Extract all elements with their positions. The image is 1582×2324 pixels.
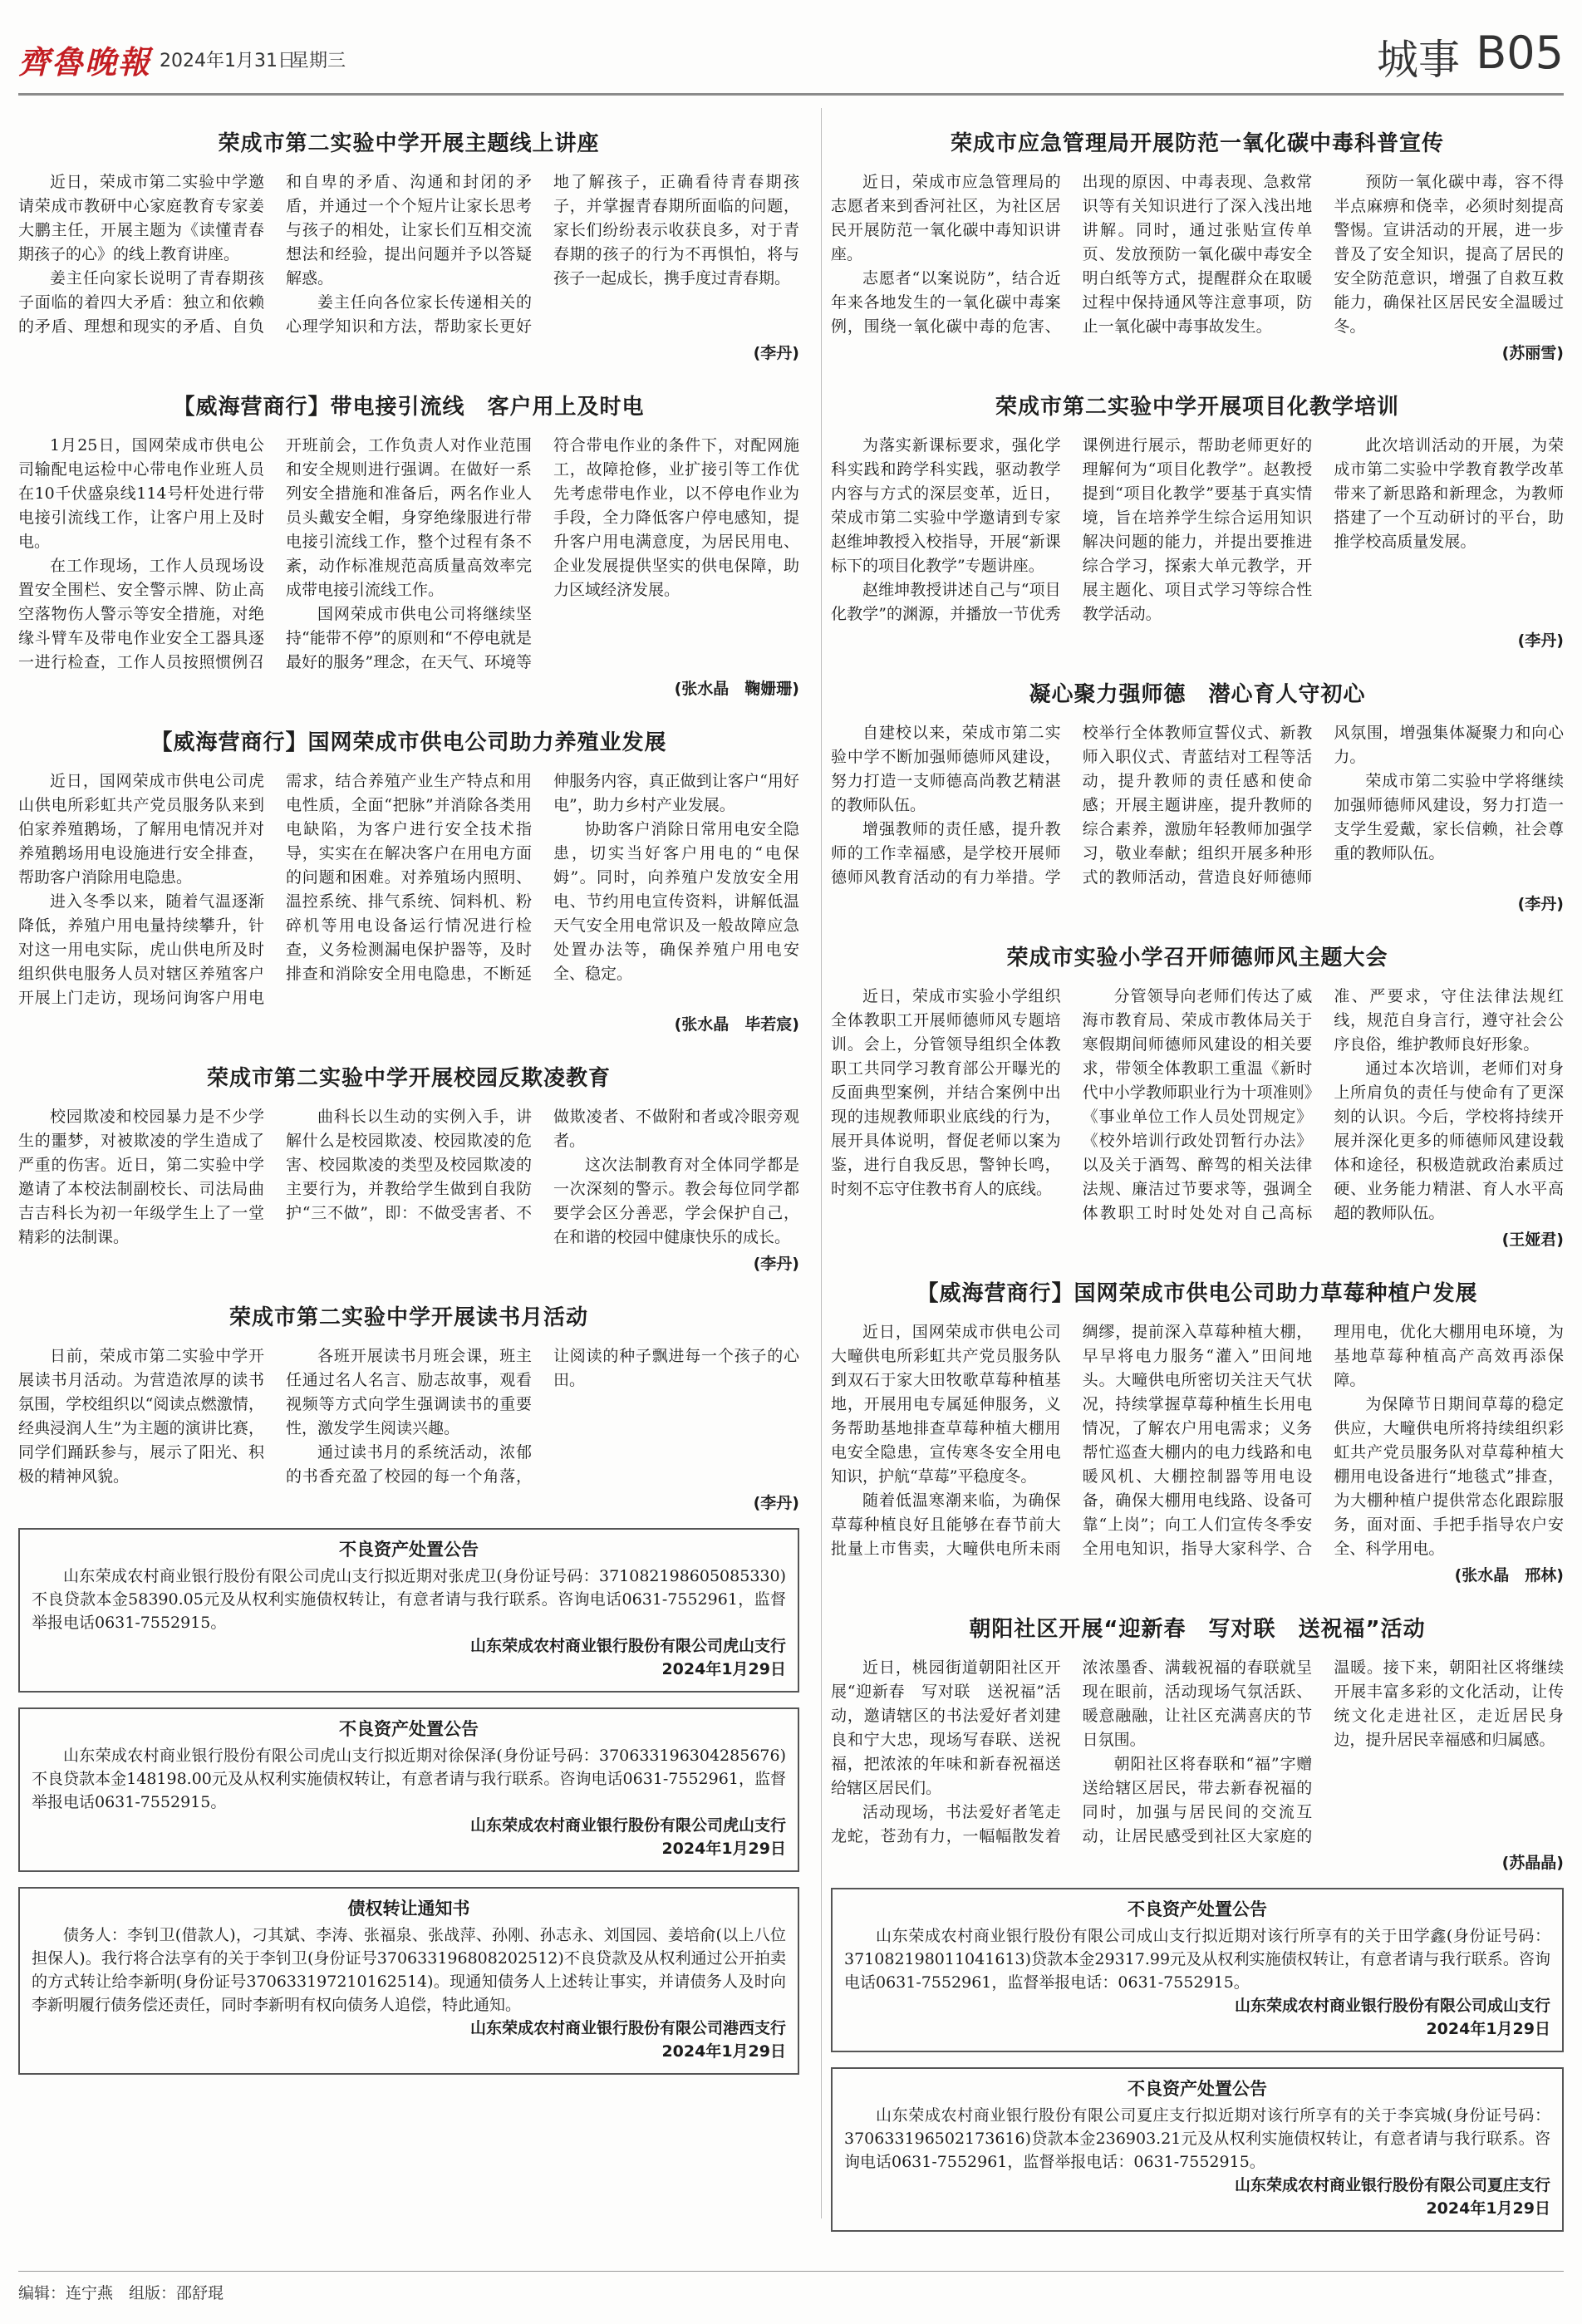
page-number: B05 (1476, 27, 1564, 79)
article-body (831, 1656, 1564, 1849)
article-paragraph: 近日，荣成市应急管理局的志愿者来到香河社区，为社区居民开展防范一氧化碳中毒知识讲座。 (831, 173, 1061, 263)
article-byline: (李丹) (1517, 631, 1564, 650)
notice-date: 2024年1月29日 (661, 2042, 786, 2061)
article-paragraph: 近日，荣成市第二实验中学邀请荣成市教研中心家庭教育专家姜大鹏主任，开展主题为《读懂青春期孩子的心》的线上教育讲座。 (18, 173, 264, 263)
article-byline: (苏晶晶) (1501, 1854, 1564, 1872)
section-name: 城事 (1377, 36, 1460, 84)
article-paragraph: 1月25日，国网荣成市供电公司输配电运检中心带电作业班人员在10千伏盛泉线114号杆处进行带电接引流线工作，让客户用上及时电。 (18, 436, 264, 551)
footer-rule (18, 2271, 1564, 2272)
article-body (18, 170, 799, 339)
notice-date: 2024年1月29日 (1426, 2020, 1550, 2038)
article-title: 荣成市第二实验中学开展主题线上讲座 (218, 131, 600, 156)
article-byline: (张水晶 邢林) (1454, 1566, 1564, 1585)
article-paragraph: 为落实新课标要求，强化学科实践和跨学科实践，驱动教学内容与方式的深层变革，近日，荣成市第二实验中学邀请到专家赵维坤教授入校指导，开展“新课标下的项目化教学”专题讲座。 (831, 436, 1061, 575)
article (831, 1258, 1564, 1585)
notice-title: 不良资产处置公告 (1128, 1899, 1267, 1919)
notice-issuer: 山东荣成农村商业银行股份有限公司虎山支行 (469, 1637, 786, 1655)
article (831, 1594, 1564, 1873)
article-byline: (李丹) (1517, 895, 1564, 913)
article-paragraph: 各班开展读书月班会课，班主任通过名人名言、励志故事，观看视频等方式向学生强调读书的重要性，激发学生阅读兴趣。 (286, 1347, 532, 1437)
article (18, 1282, 799, 1513)
left-column (18, 108, 799, 2086)
article (831, 659, 1564, 914)
article-title: 【威海营商行】带电接引流线 客户用上及时电 (173, 395, 645, 420)
legal-notice (18, 1887, 799, 2075)
article-paragraph: 曲科长以生动的实例入手，讲解什么是校园欺凌、校园欺凌的危害、校园欺凌的类型及校园欺凌的主要行为，并教给学生做到自我防护“三不做”，即：不做受害者、不做欺凌者、不做附和者或冷眼旁观者。 (286, 1108, 799, 1222)
issue-date: 2024年1月31日 (160, 51, 296, 71)
article-byline: (李丹) (753, 344, 799, 362)
notice-issuer: 山东荣成农村商业银行股份有限公司港西支行 (469, 2019, 786, 2037)
article-paragraph: 通过本次培训，老师们对身上所肩负的责任与使命有了更深刻的认识。今后，学校将持续开展并深化更多的师德师风建设载体和途径，积极造就政治素质过硬、业务能力精湛、育人水平高超的教师队伍。 (1334, 1059, 1564, 1222)
article (831, 922, 1564, 1250)
article-paragraph: 国网荣成市供电公司将继续坚持“能带不停”的原则和“不停电就是最好的服务”理念，在天气、环境等符合带电作业的条件下，对配网施工，故障抢修，业扩接引等工作优先考虑带电作业，以不停电作业为手段，全力降低客户停电感知，提升客户用电满意度，为居民用电、企业发展提供坚实的供电保障，助力区域经济发展。 (286, 436, 799, 671)
article-byline: (张水晶 鞠姗珊) (674, 680, 799, 698)
article-body (18, 1105, 799, 1250)
article-paragraph: 进入冬季以来，随着气温逐渐降低，养殖户用电量持续攀升，针对这一用电实际，虎山供电所及时组织供电服务人员对辖区养殖客户开展上门走访，现场问询客户用电需求，结合养殖产业生产特点和用电性质，全面“把脉”并消除各类用电缺陷，为客户进行安全技术指导，实实在在解决客户在用电方面的问题和困难。对养殖场内照明、温控系统、排气系统、饲料机、粉碎机等用电设备运行情况进行检查，义务检测漏电保护器等，及时排查和消除安全用电隐患，不断延伸服务内容，真正做到让客户“用好电”，助力乡村产业发展。 (18, 772, 799, 1007)
notice-title: 不良资产处置公告 (1128, 2079, 1267, 2099)
article-paragraph: 此次培训活动的开展，为荣成市第二实验中学教育教学改革带来了新思路和新理念，为教师搭建了一个互动研讨的平台，助推学校高质量发展。 (1334, 436, 1564, 551)
article-paragraph: 近日，桃园街道朝阳社区开展“迎新春 写对联 送祝福”活动，邀请辖区的书法爱好者刘建良和宁大忠，现场写春联、送祝福，把浓浓的年味和新春祝福送给辖区居民们。 (831, 1658, 1061, 1797)
article-body (18, 1344, 799, 1489)
article-title: 【威海营商行】国网荣成市供电公司助力养殖业发展 (150, 730, 667, 755)
article-paragraph: 协助客户消除日常用电安全隐患，切实当好客户用电的“电保姆”。同时，向养殖户发放安全用电、节约用电宣传资料，讲解低温天气安全用电常识及一般故障应急处置办法等，确保养殖户用电安全、稳定。 (553, 820, 799, 983)
article (18, 108, 799, 363)
legal-notice (18, 1707, 799, 1872)
editor-credits: 编辑：连宁燕 组版：邵舒琨 (18, 2284, 224, 2302)
legal-notice (831, 2067, 1564, 2232)
notice-title: 不良资产处置公告 (339, 1719, 479, 1739)
article-body (831, 1320, 1564, 1561)
article-paragraph: 为保障节日期间草莓的稳定供应，大疃供电所将持续组织彩虹共产党员服务队对草莓种植大棚用电设备进行“地毯式”排查，为大棚种植户提供常态化跟踪服务，面对面、手把手指导农户安全、科学用电。 (1334, 1395, 1564, 1558)
article-title: 荣成市第二实验中学开展项目化教学培训 (995, 395, 1399, 420)
article-body (831, 721, 1564, 890)
article-paragraph: 近日，国网荣成市供电公司虎山供电所彩虹共产党员服务队来到伯家养殖鹅场，了解用电情况并对养殖鹅场用电设施进行安全排查，帮助客户消除用电隐患。 (18, 772, 264, 887)
article-title: 荣成市第二实验中学开展校园反欺凌教育 (206, 1066, 611, 1091)
article-paragraph: 荣成市第二实验中学将继续加强师德师风建设，努力打造一支学生爱戴，家长信赖，社会尊重的教师队伍。 (1334, 772, 1564, 862)
notice-date: 2024年1月29日 (661, 1660, 786, 1678)
notice-issuer: 山东荣成农村商业银行股份有限公司成山支行 (1234, 1997, 1550, 2015)
article-paragraph: 通过读书月的系统活动，浓郁的书香充盈了校园的每一个角落，让阅读的种子飘进每一个孩子的心田。 (286, 1347, 799, 1486)
article-title: 凝心聚力强师德 潜心育人守初心 (1029, 682, 1366, 707)
article-body (831, 170, 1564, 339)
article (18, 371, 799, 699)
article-title: 【威海营商行】国网荣成市供电公司助力草莓种植户发展 (916, 1281, 1478, 1306)
issue-weekday: 星期三 (291, 51, 346, 71)
article-paragraph: 近日，国网荣成市供电公司大疃供电所彩虹共产党员服务队到双石于家大田牧歌草莓种植基地，开展用电专属延伸服务，义务帮助基地排查草莓种植大棚用电安全隐患，宣传寒冬安全用电知识，护航“草莓”平稳度冬。 (831, 1323, 1061, 1486)
article-paragraph: 在工作现场，工作人员现场设置安全围栏、安全警示牌、防止高空落物伤人警示等安全措施，对绝缘斗臂车及带电作业安全工器具逐一进行检查，工作人员按照惯例召开班前会，工作负责人对作业范围和安全规则进行强调。在做好一系列安全措施和准备后，两名作业人员头戴安全帽，身穿绝缘服进行带电接引流线工作，整个过程有条不紊，动作标准规范高质量高效率完成带电接引流线工作。 (18, 436, 532, 671)
article-body (18, 434, 799, 675)
article-paragraph: 志愿者“以案说防”，结合近年来各地发生的一氧化碳中毒案例，围绕一氧化碳中毒的危害、出现的原因、中毒表现、急救常识等有关知识进行了深入浅出地讲解。同时，通过张贴宣传单页、发放预防一氧化碳中毒安全明白纸等方式，提醒群众在取暖过程中保持通风等注意事项，防止一氧化碳中毒事故发生。 (831, 173, 1313, 336)
article (18, 707, 799, 1034)
article-byline: (张水晶 毕若宸) (674, 1015, 799, 1034)
article-paragraph: 随着低温寒潮来临，为确保草莓种植良好且能够在春节前大批量上市售卖，大疃供电所未雨绸缪，提前深入草莓种植大棚，早早将电力服务“灌入”田间地头。大疃供电所密切关注天气状况，持续掌握草莓种植生长用电情况，了解农户用电需求；义务帮忙巡查大棚内的电力线路和电暖风机、大棚控制器等用电设备，确保大棚用电线路、设备可靠“上岗”；向工人们宣传冬季安全用电知识，指导大家科学、合理用电，优化大棚用电环境，为基地草莓种植高产高效再添保障。 (831, 1323, 1564, 1558)
notice-issuer: 山东荣成农村商业银行股份有限公司夏庄支行 (1234, 2176, 1550, 2194)
article-paragraph: 日前，荣成市第二实验中学开展读书月活动。为营造浓厚的读书氛围，学校组织以“阅读点燃激情，经典浸润人生”为主题的演讲比赛，同学们踊跃参与，展示了阳光、积极的精神风貌。 (18, 1347, 264, 1486)
notice-text: 山东荣成农村商业银行股份有限公司夏庄支行拟近期对该行所享有的关于李宾城(身份证号码：370633196502173616)贷款本金236903.21元及从权利实施债权转让，有意者请与我行联系。咨询电话0631-7552961，监督举报电话：0631-7552915。 (844, 2106, 1550, 2171)
article-paragraph: 姜主任向各位家长传递相关的心理学知识和方法，帮助家长更好地了解孩子，正确看待青春期孩子，并掌握青春期所面临的问题，家长们纷纷表示收获良多，对于青春期的孩子的行为不再惧怕，将与孩子一起成长，携手度过青春期。 (286, 173, 799, 336)
legal-notice (18, 1528, 799, 1693)
article-paragraph: 分管领导向老师们传达了威海市教育局、荣成市教体局关于寒假期间师德师风建设的相关要求，带领全体教职工重温《新时代中小学教师职业行为十项准则》《事业单位工作人员处罚规定》《校外培训行政处罚暂行办法》以及关于酒驾、醉驾的相关法律法规、廉洁过节要求等，强调全体教职工时时处处对自己高标准、严要求，守住法律法规红线，规范自身言行，遵守社会公序良俗，维护教师良好形象。 (1082, 987, 1564, 1222)
article-paragraph: 预防一氧化碳中毒，容不得半点麻痹和侥幸，必须时刻提高警惕。宣讲活动的开展，进一步普及了安全知识，提高了居民的安全防范意识，增强了自救互救能力，确保社区居民安全温暖过冬。 (1334, 173, 1564, 336)
article-title: 荣成市第二实验中学开展读书月活动 (228, 1305, 588, 1330)
article-body (831, 434, 1564, 626)
article-body (18, 769, 799, 1010)
article-paragraph: 这次法制教育对全体同学都是一次深刻的警示。教会每位同学都要学会区分善恶，学会保护自己，在和谐的校园中健康快乐的成长。 (553, 1156, 799, 1246)
article-byline: (李丹) (753, 1255, 799, 1273)
notice-text: 债务人：李钊卫(借款人)，刁其斌、李涛、张福泉、张战萍、孙刚、孙志永、刘国园、姜培俞(以上八位担保人)。我行将合法享有的关于李钊卫(身份证号370633196808202512)不良贷款及从权利通过公开拍卖的方式转让给李新明(身份证号370633197210162514)。现通知债务人上述转让事实，并请债务人及时向李新明履行债务偿还责任，同时李新明有权向债务人追偿，特此通知。 (32, 1926, 786, 2014)
notice-issuer: 山东荣成农村商业银行股份有限公司虎山支行 (469, 1816, 786, 1835)
notice-text: 山东荣成农村商业银行股份有限公司虎山支行拟近期对张虎卫(身份证号码：371082198605085330)不良贷款本金58390.05元及从权利实施债权转让，有意者请与我行联系。咨询电话0631-7552961，监督举报电话0631-7552915。 (32, 1567, 786, 1632)
article-paragraph: 赵维坤教授讲述自己与“项目化教学”的渊源，并播放一节优秀课例进行展示，帮助老师更好的理解何为“项目化教学”。赵教授提到“项目化教学”要基于真实情境，旨在培养学生综合运用知识解决问题的能力，并提出要推进综合学习，探索大单元教学，开展主题化、项目式学习等综合性教学活动。 (831, 436, 1313, 623)
notice-date: 2024年1月29日 (661, 1840, 786, 1858)
article-paragraph: 姜主任向家长说明了青春期孩子面临的着四大矛盾：独立和依赖的矛盾、理想和现实的矛盾、自负和自卑的矛盾、沟通和封闭的矛盾，并通过一个个短片让家长思考与孩子的相处，让家长们互相交流想法和经验，提出问题并予以答疑解惑。 (18, 173, 532, 336)
article (831, 371, 1564, 651)
column-divider (821, 108, 822, 2218)
article-title: 荣成市应急管理局开展防范一氧化碳中毒科普宣传 (950, 131, 1444, 156)
legal-notice (831, 1888, 1564, 2052)
article (18, 1043, 799, 1274)
article-title: 朝阳社区开展“迎新春 写对联 送祝福”活动 (969, 1617, 1426, 1642)
article-paragraph: 增强教师的责任感，提升教师的工作幸福感，是学校开展师德师风教育活动的有力举措。学校举行全体教师宣誓仪式、新教师入职仪式、青蓝结对工程等活动，提升教师的责任感和使命感；开展主题讲座，提升教师的综合素养，激励年轻教师加强学习，敬业奉献；组织开展多种形式的教师活动，营造良好师德师风氛围，增强集体凝聚力和向心力。 (831, 724, 1564, 887)
article-paragraph: 朝阳社区将春联和“福”字赠送给辖区居民，带去新春祝福的同时，加强与居民间的交流互动，让居民感受到社区大家庭的温暖。接下来，朝阳社区将继续开展丰富多彩的文化活动，让传统文化走进社区，走近居民身边，提升居民幸福感和归属感。 (1082, 1658, 1564, 1845)
notice-text: 山东荣成农村商业银行股份有限公司成山支行拟近期对该行所享有的关于田学鑫(身份证号码：371082198011041613)贷款本金29317.99元及从权利实施债权转让，有意者请与我行联系。咨询电话0631-7552961，监督举报电话：0631-7552915。 (844, 1927, 1550, 1992)
notice-title: 债权转让通知书 (347, 1899, 470, 1919)
article-paragraph: 近日，荣成市实验小学组织全体教职工开展师德师风专题培训。会上，分管领导组织全体教职工共同学习教育部公开曝光的反面典型案例，并结合案例中出现的违规教师职业底线的行为，展开具体说明，督促老师以案为鉴，进行自我反思，警钟长鸣，时刻不忘守住教书育人的底线。 (831, 987, 1061, 1198)
article-body (831, 985, 1564, 1226)
notice-title: 不良资产处置公告 (339, 1540, 479, 1560)
notice-date: 2024年1月29日 (1426, 2199, 1550, 2218)
newspaper-logo: 齊魯晚報 (18, 43, 152, 81)
article-byline: (王娅君) (1501, 1231, 1564, 1249)
article-title: 荣成市实验小学召开师德师风主题大会 (1006, 946, 1388, 970)
right-column (831, 108, 1564, 2243)
article-paragraph: 自建校以来，荣成市第二实验中学不断加强师德师风建设，努力打造一支师德高尚教艺精湛的教师队伍。 (831, 724, 1061, 814)
article-paragraph: 活动现场，书法爱好者笔走龙蛇，苍劲有力，一幅幅散发着浓浓墨香、满载祝福的春联就呈现在眼前，活动现场气氛活跃、暖意融融，让社区充满喜庆的节日氛围。 (831, 1658, 1313, 1845)
notice-text: 山东荣成农村商业银行股份有限公司虎山支行拟近期对徐保泽(身份证号码：370633196304285676)不良贷款本金148198.00元及从权利实施债权转让，有意者请与我行联系。咨询电话0631-7552961，监督举报电话0631-7552915。 (32, 1747, 786, 1811)
header-rule (18, 93, 1564, 96)
article (831, 108, 1564, 363)
article-paragraph: 校园欺凌和校园暴力是不少学生的噩梦，对被欺凌的学生造成了严重的伤害。近日，第二实验中学邀请了本校法制副校长、司法局曲吉吉科长为初一年级学生上了一堂精彩的法制课。 (18, 1108, 264, 1246)
article-byline: (苏丽雪) (1501, 344, 1564, 362)
article-byline: (李丹) (753, 1494, 799, 1512)
masthead (18, 25, 1564, 91)
